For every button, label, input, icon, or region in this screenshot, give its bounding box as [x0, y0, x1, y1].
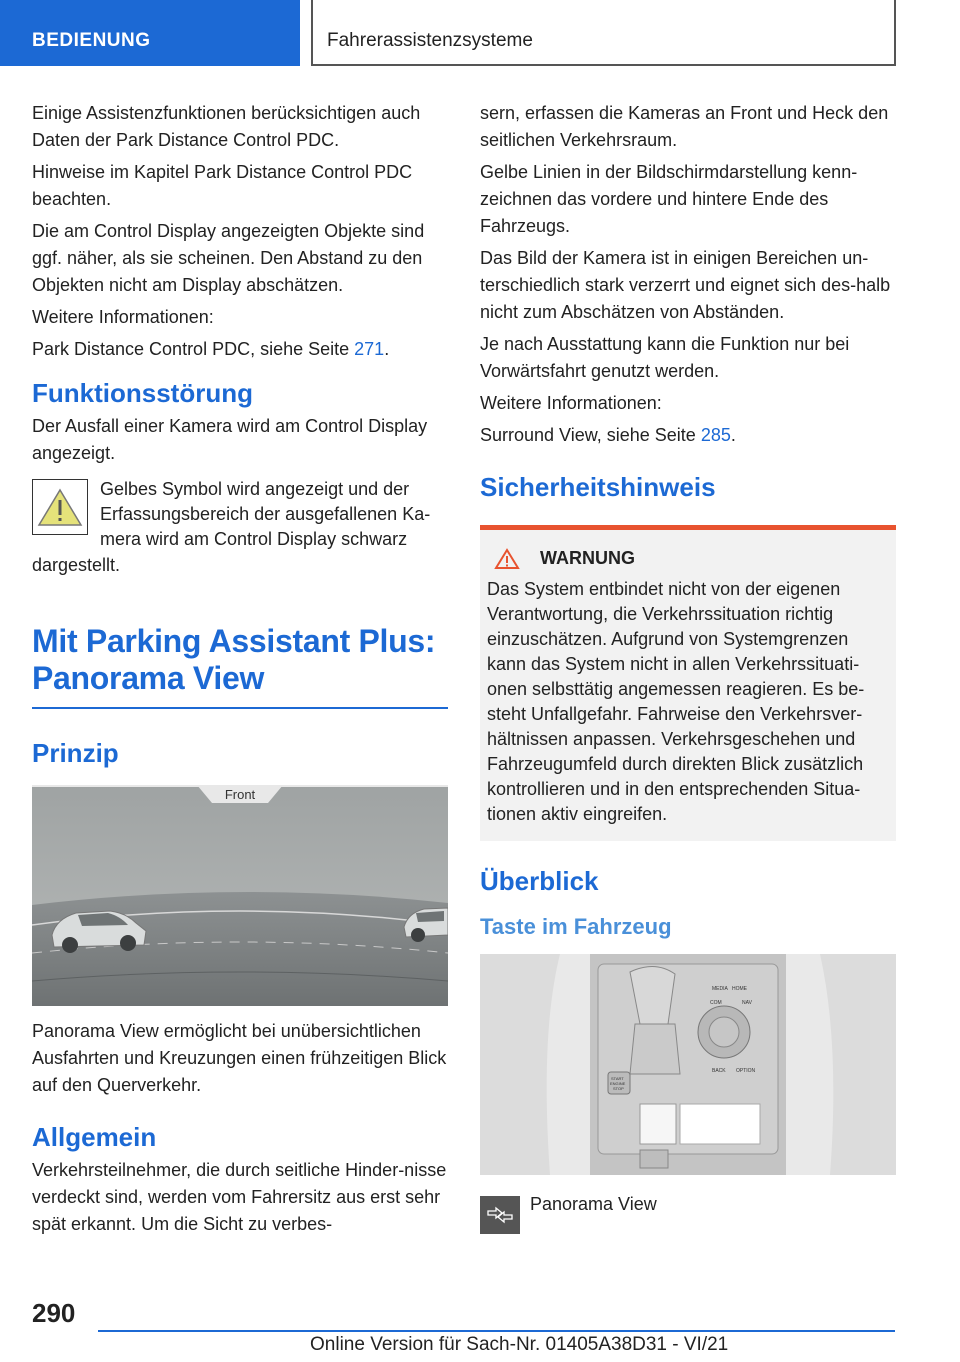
- page-number: 290: [32, 1298, 76, 1328]
- paragraph: Verkehrsteilnehmer, die durch seitliche Hinder‐nisse verdeckt sind, werden vom Fahrersitz aus erst sehr spät erkannt. Um die Sicht zu verbes‐: [32, 1160, 447, 1234]
- svg-text:NAV: NAV: [742, 1000, 752, 1006]
- main-title: Mit Parking Assistant Plus: Panorama View: [32, 623, 436, 696]
- yellow-warning-symbol-icon: [32, 479, 88, 535]
- panorama-view-row: [480, 1191, 896, 1231]
- page-header: [0, 0, 960, 66]
- right-column: [480, 100, 896, 1231]
- svg-text:ENGINE: ENGINE: [610, 1081, 626, 1086]
- symbol-description-continued: dargestellt.: [32, 555, 121, 575]
- heading-funktionsstoerung: Funktionsstörung: [32, 378, 253, 408]
- heading-taste-im-fahrzeug: Taste im Fahrzeug: [480, 914, 672, 939]
- reference-text: Surround View, siehe Seite: [480, 425, 701, 445]
- paragraph: sern, erfassen die Kameras an Front und Heck den seitlichen Verkehrsraum.: [480, 103, 889, 150]
- reference-text: Park Distance Control PDC, siehe Seite: [32, 339, 355, 359]
- heading-allgemein: Allgemein: [32, 1122, 157, 1152]
- svg-text:HOME: HOME: [732, 986, 747, 992]
- paragraph: Panorama View ermöglicht bei unübersichtlichen Ausfahrten und Kreuzungen einen frühzeitigen Blick auf den Querverkehr.: [32, 1021, 447, 1095]
- page-link-285[interactable]: 285: [700, 425, 731, 445]
- paragraph: Der Ausfall einer Kamera wird am Control Display angezeigt.: [32, 416, 428, 463]
- paragraph: Gelbe Linien in der Bildschirmdarstellung kenn‐zeichnen das vordere und hintere Ende des Fahrzeugs.: [480, 162, 858, 236]
- section-tab: BEDIENUNG: [0, 0, 300, 66]
- paragraph-with-link: Surround View, siehe Seite 285.: [480, 425, 736, 445]
- panorama-view-figure: [32, 785, 448, 1006]
- heading-prinzip: Prinzip: [32, 738, 119, 768]
- warning-text: Das System entbindet nicht von der eigenen Verantwortung, die Verkehrssituation richtig einzuschätzen. Aufgrund von Systemgrenzen kann das System nicht in allen Verkehrssituati‐onen selbsttätig angemessen reagieren. Es be‐steht Unfallgefahr. Fahrweise den Verkehrsver‐hältnissen anpassen. Verkehrsgeschehen und Fahrzeugumfeld durch direkten Blick zusätzlich kontrollieren und in den entsprechenden Situa‐tionen aktiv eingreifen.: [487, 579, 865, 824]
- warning-box: [480, 525, 896, 841]
- page-link-271[interactable]: 271: [354, 339, 385, 359]
- paragraph: Je nach Ausstattung kann die Funktion nur bei Vorwärtsfahrt genutzt werden.: [480, 334, 850, 381]
- panorama-view-button-icon[interactable]: [480, 1196, 520, 1234]
- center-console-figure: [480, 954, 896, 1175]
- warning-triangle-icon: [494, 548, 520, 570]
- panorama-view-label: Panorama View: [530, 1194, 657, 1214]
- paragraph: Die am Control Display angezeigten Objekte sind ggf. näher, als sie scheinen. Den Abstand zu den Objekten nicht am Display abschätzen.: [32, 221, 425, 295]
- footer-rule: [98, 1330, 895, 1332]
- paragraph: Hinweise im Kapitel Park Distance Control PDC beachten.: [32, 162, 413, 209]
- paragraph: Weitere Informationen:: [480, 393, 662, 413]
- left-column: [32, 100, 448, 1243]
- svg-text:OPTION: OPTION: [736, 1068, 756, 1074]
- warning-title: WARNUNG: [540, 548, 635, 568]
- figure-label-front: Front: [224, 787, 256, 802]
- paragraph: Einige Assistenzfunktionen berücksichtigen auch Daten der Park Distance Control PDC.: [32, 103, 421, 150]
- paragraph: Weitere Informationen:: [32, 307, 214, 327]
- svg-text:START: START: [611, 1076, 624, 1081]
- heading-ueberblick: Überblick: [480, 866, 599, 896]
- title-rule: [32, 707, 448, 709]
- footer-online-version: Online Version für Sach-Nr. 01405A38D31 - VI/21: [310, 1334, 729, 1355]
- symbol-row: [32, 477, 448, 579]
- svg-text:STOP: STOP: [613, 1086, 624, 1091]
- svg-text:BACK: BACK: [712, 1068, 726, 1074]
- chapter-title: Fahrerassistenzsysteme: [311, 0, 896, 66]
- heading-sicherheitshinweis: Sicherheitshinweis: [480, 472, 716, 502]
- paragraph-with-link: Park Distance Control PDC, siehe Seite 271.: [32, 339, 390, 359]
- symbol-description: Gelbes Symbol wird angezeigt und der Erfassungsbereich der ausgefallenen Ka‐mera wird am Control Display schwarz: [100, 479, 431, 549]
- svg-text:COM: COM: [710, 1000, 722, 1006]
- warning-header: [487, 546, 888, 571]
- paragraph: Das Bild der Kamera ist in einigen Bereichen un‐terschiedlich stark verzerrt und eignet sich des‐halb nicht zum Abschätzen von Abständen.: [480, 248, 891, 322]
- svg-text:MEDIA: MEDIA: [712, 986, 728, 992]
